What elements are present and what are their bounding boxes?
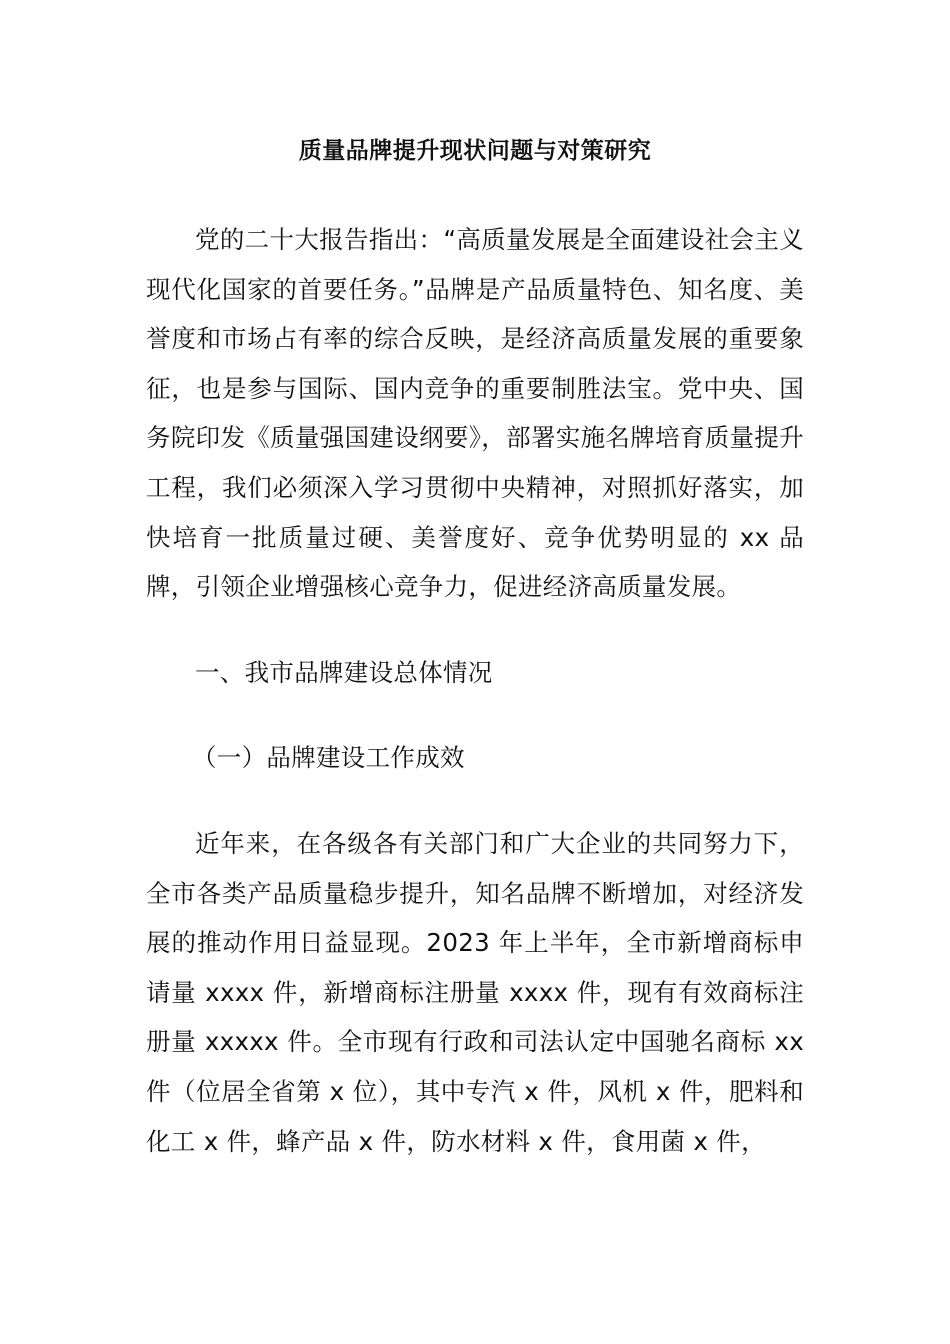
section-heading: 一、我市品牌建设总体情况 [195,657,493,687]
subsection-heading: （一）品牌建设工作成效 [192,743,465,773]
spacer [146,612,804,648]
document-title: 质量品牌提升现状问题与对策研究 [298,138,652,164]
subsection-body-paragraph: 近年来，在各级各有关部门和广大企业的共同努力下，全市各类产品质量稳步提升，知名品牌不断增加，对经济发展的推动作用日益显现。2023 年上半年，全市新增商标申请量 xxxx 件，新增商标注册量 xxxx 件，现有有效商标注册量 xxxxx 件。全市现有行政和司法认定中国驰名商标 xx 件（位居全省第 x 位），其中专汽 x 件，风机 x 件，肥料和化工 x 件，蜂产品 x 件，防水材料 x 件，食用菌 x 件， [146,828,804,1156]
intro-paragraph: 党的二十大报告指出：“高质量发展是全面建设社会主义现代化国家的首要任务。”品牌是产品质量特色、知名度、美誉度和市场占有率的综合反映，是经济高质量发展的重要象征，也是参与国际、国内竞争的重要制胜法宝。党中央、国务院印发《质量强国建设纲要》，部署实施名牌培育质量提升工程，我们必须深入学习贯彻中央精神，对照抓好落实，加快培育一批质量过硬、美誉度好、竞争优势明显的 xx 品牌，引领企业增强核心竞争力，促进经济高质量发展。 [146,225,804,602]
spacer [146,697,804,733]
spacer [146,783,804,819]
